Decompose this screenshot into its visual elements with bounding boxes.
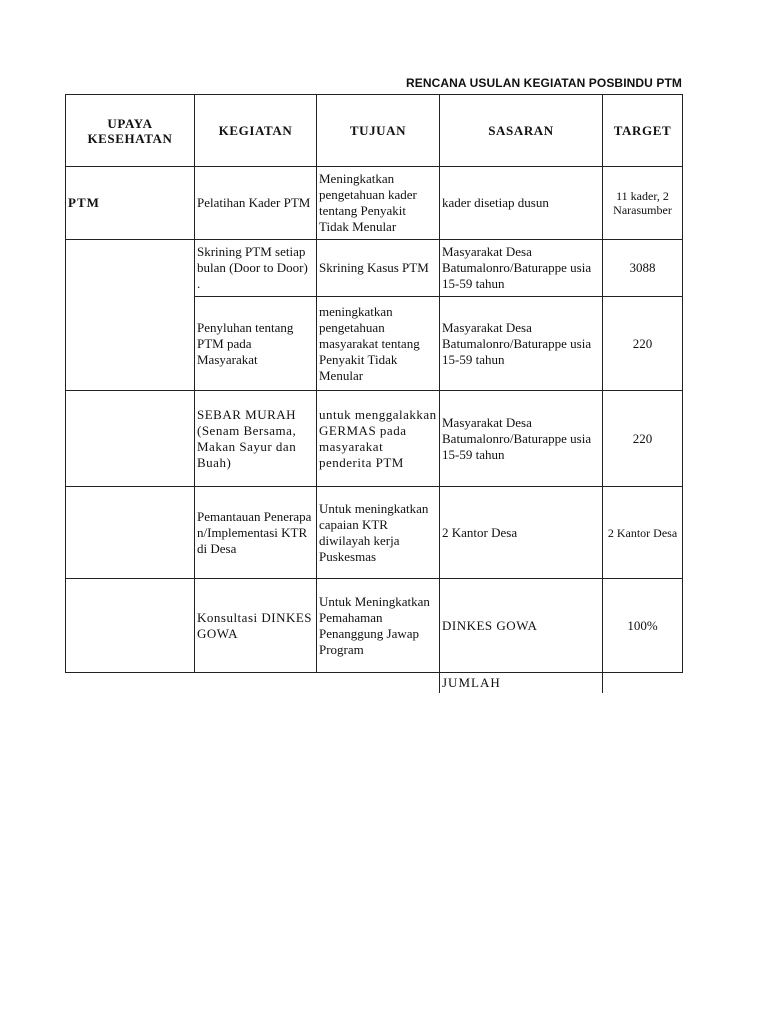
cell-upaya [66,579,195,673]
cell-tujuan: Skrining Kasus PTM [317,240,440,297]
cell-target: 220 [603,297,683,391]
cell-kegiatan: Skrining PTM setiap bulan (Door to Door) . [195,240,317,297]
table-row [66,297,683,391]
cell-sasaran: Masyarakat Desa Batumalonro/Baturappe usia 15-59 tahun [440,297,603,391]
table-row [66,391,683,487]
jumlah-label: JUMLAH [440,673,603,693]
header-tujuan: TUJUAN [317,95,440,167]
cell-target: 100% [603,579,683,673]
header-sasaran: SASARAN [440,95,603,167]
table-row [66,240,683,297]
empty-cell [317,673,440,693]
jumlah-row [66,673,683,693]
cell-target: 2 Kantor Desa [603,487,683,579]
header-kegiatan: KEGIATAN [195,95,317,167]
empty-cell [66,673,195,693]
cell-sasaran: 2 Kantor Desa [440,487,603,579]
empty-cell [195,673,317,693]
header-target: TARGET [603,95,683,167]
cell-upaya [66,297,195,391]
cell-sasaran: Masyarakat Desa Batumalonro/Baturappe usia 15-59 tahun [440,240,603,297]
cell-tujuan: Untuk meningkatkan capaian KTR diwilayah kerja Puskesmas [317,487,440,579]
cell-kegiatan: Konsultasi DINKES GOWA [195,579,317,673]
cell-tujuan: Untuk Meningkatkan Pemahaman Penanggung Jawap Program [317,579,440,673]
cell-upaya [66,240,195,297]
cell-kegiatan: Pemantauan Penerapan/Implementasi KTR di Desa [195,487,317,579]
cell-upaya: PTM [66,167,195,240]
header-row [66,95,683,167]
cell-upaya [66,391,195,487]
cell-sasaran: Masyarakat Desa Batumalonro/Baturappe usia 15-59 tahun [440,391,603,487]
cell-target: 220 [603,391,683,487]
cell-tujuan: untuk menggalakkan GERMAS pada masyarakat penderita PTM [317,391,440,487]
activity-plan-table [65,94,683,693]
table-row [66,579,683,673]
jumlah-value [603,673,683,693]
cell-kegiatan: Pelatihan Kader PTM [195,167,317,240]
cell-tujuan: meningkatkan pengetahuan masyarakat tentang Penyakit Tidak Menular [317,297,440,391]
cell-target: 3088 [603,240,683,297]
cell-kegiatan: SEBAR MURAH (Senam Bersama, Makan Sayur dan Buah) [195,391,317,487]
table-row [66,487,683,579]
cell-kegiatan: Penyluhan tentang PTM pada Masyarakat [195,297,317,391]
header-upaya-kesehatan: UPAYA KESEHATAN [66,95,195,167]
cell-sasaran: kader disetiap dusun [440,167,603,240]
cell-sasaran: DINKES GOWA [440,579,603,673]
cell-upaya [66,487,195,579]
plan-sheet [65,94,683,693]
cell-target: 11 kader, 2 Narasumber [603,167,683,240]
cell-tujuan: Meningkatkan pengetahuan kader tentang Penyakit Tidak Menular [317,167,440,240]
document-title: RENCANA USULAN KEGIATAN POSBINDU PTM [405,76,682,90]
table-row [66,167,683,240]
